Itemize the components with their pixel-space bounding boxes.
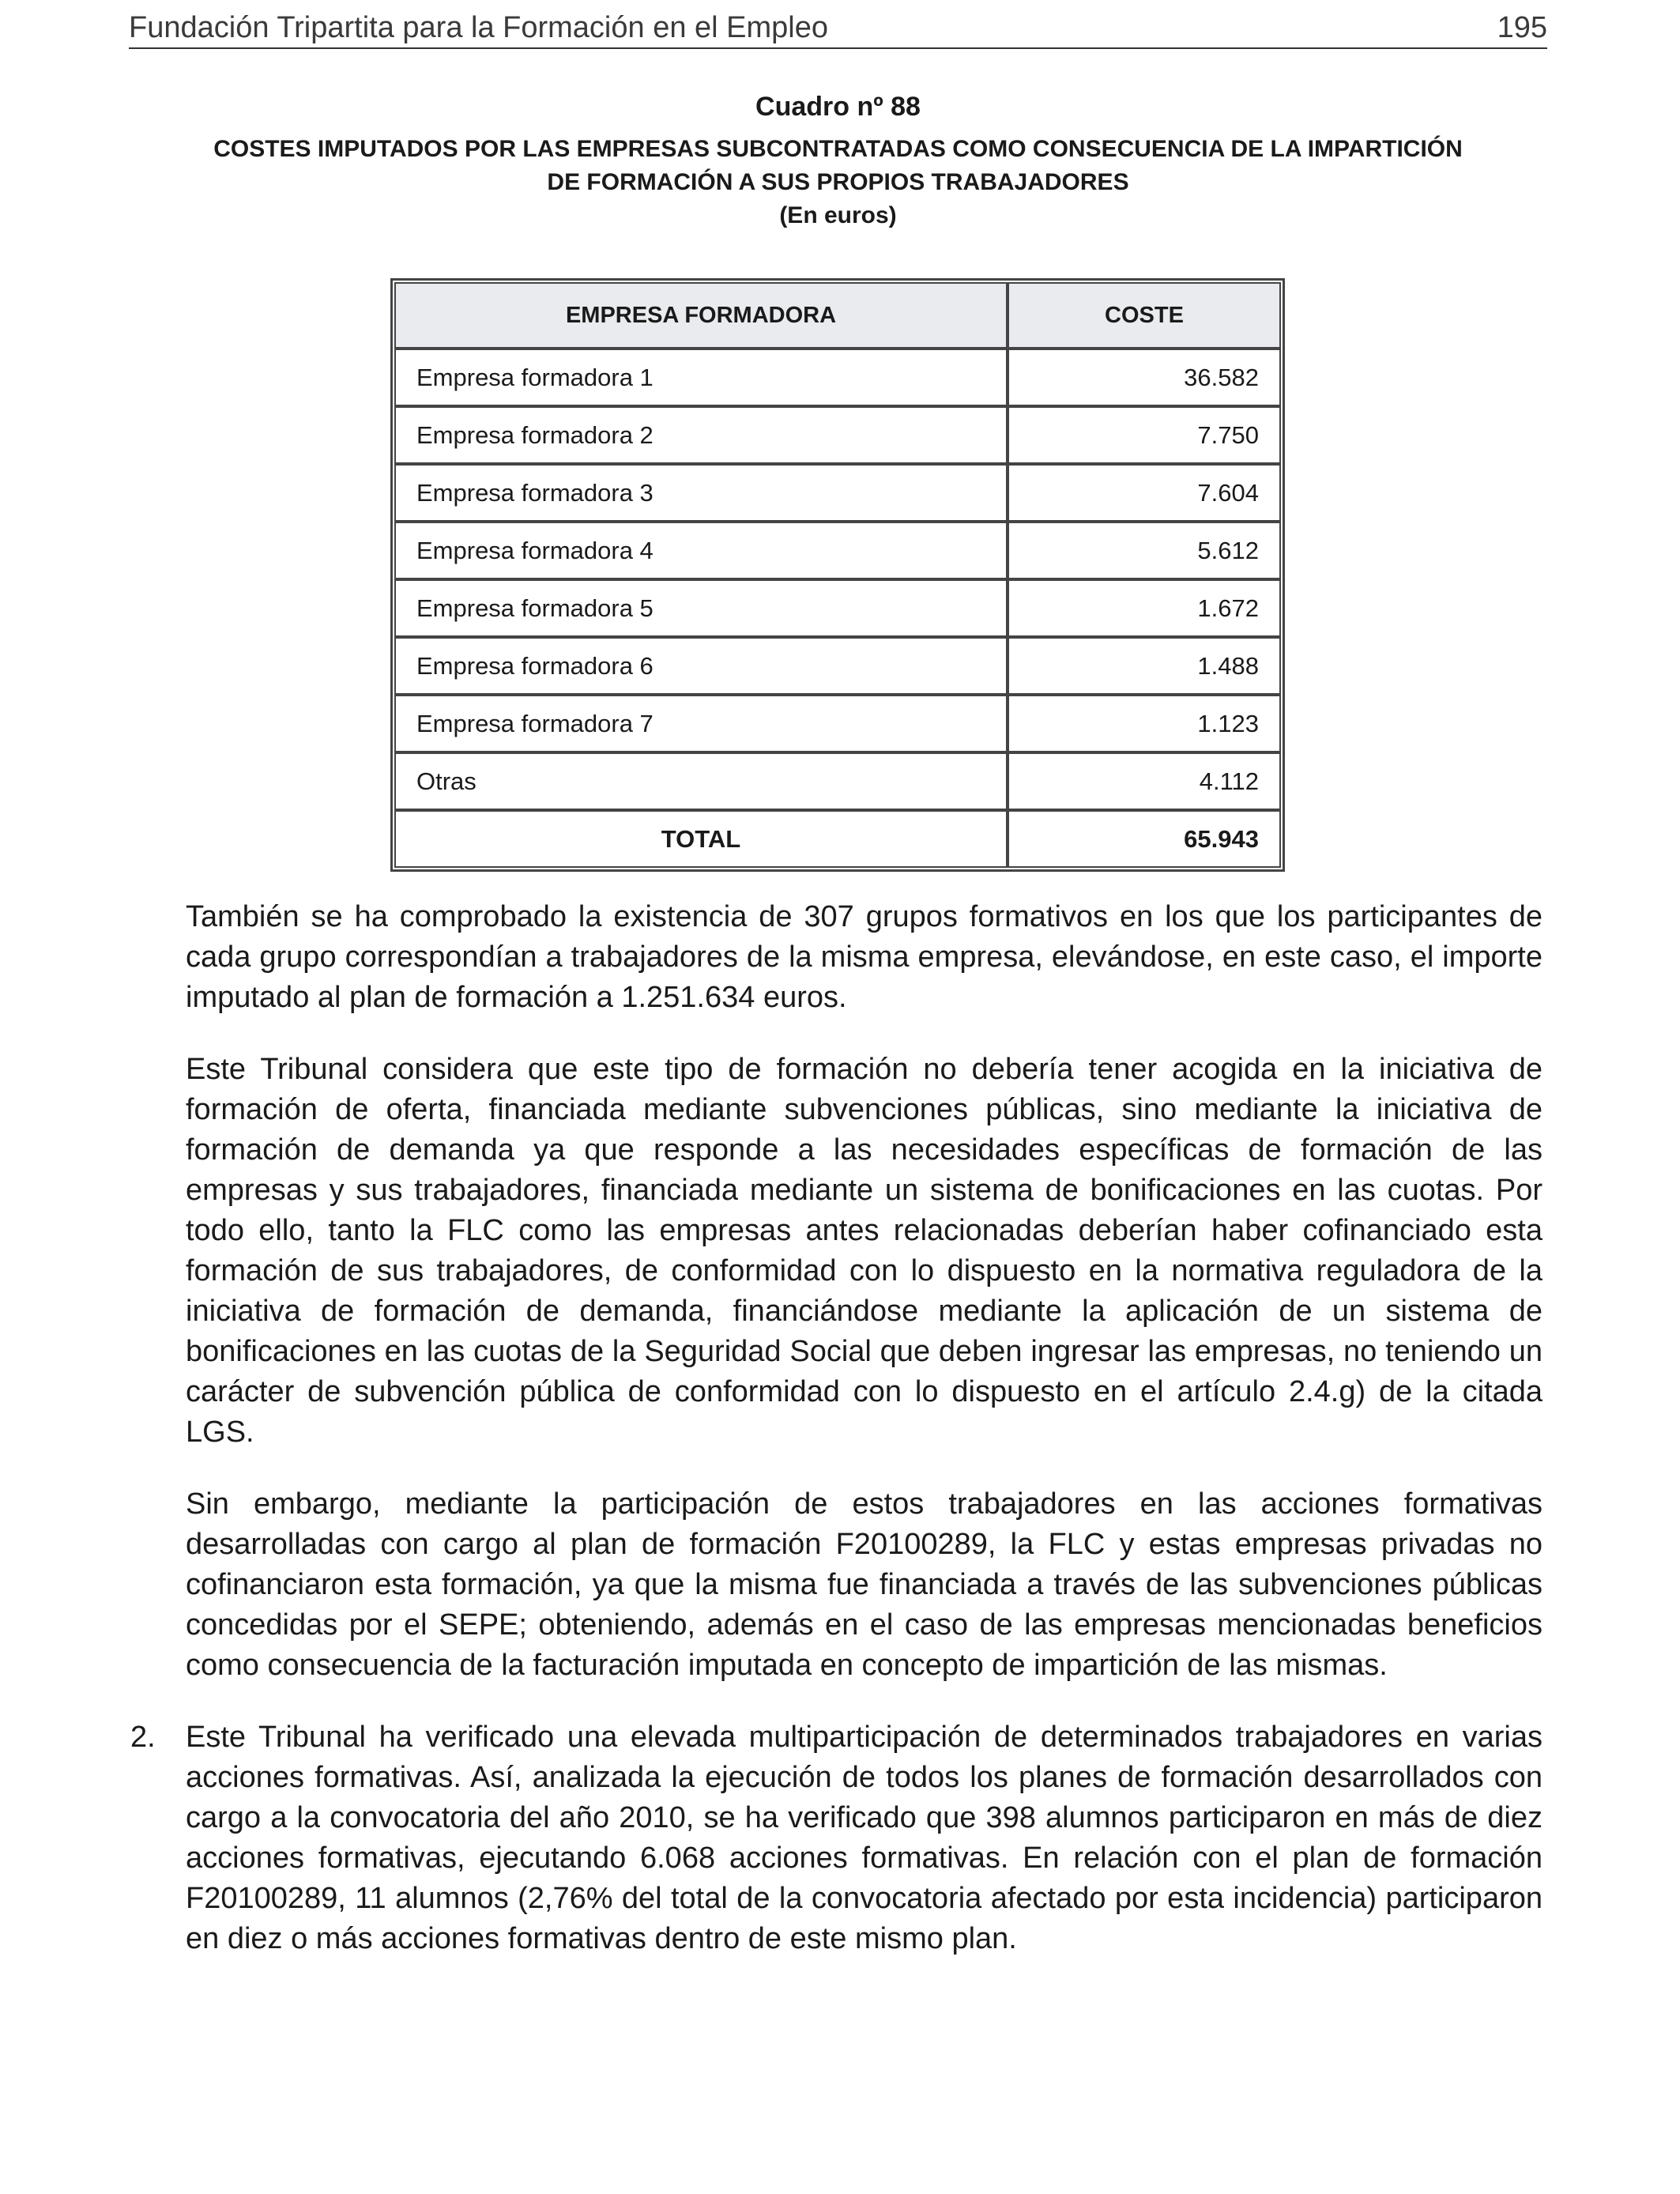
row-value: 1.488 [1008,637,1281,695]
row-name: Empresa formadora 6 [394,637,1008,695]
table-subtitle [129,133,1547,199]
row-value: 1.672 [1008,579,1281,637]
table-row [394,349,1281,406]
table-row [394,464,1281,522]
row-value: 7.750 [1008,406,1281,464]
row-name: Otras [394,752,1008,810]
table-row [394,695,1281,752]
costs-table [390,278,1285,872]
numbered-item-label: 2. [130,1721,156,1754]
row-name: Empresa formadora 3 [394,464,1008,522]
numbered-item [130,1717,1543,1959]
row-value: 4.112 [1008,752,1281,810]
paragraph: También se ha comprobado la existencia de 307 grupos formativos en los que los participantes de cada grupo correspondían a trabajadores de la misma empresa, elevándose, en este caso, el importe imputado al plan de formación a 1.251.634 euros. [186,900,1543,1014]
table-row [394,637,1281,695]
row-value: 36.582 [1008,349,1281,406]
row-name: Empresa formadora 4 [394,522,1008,579]
total-value: 65.943 [1008,810,1281,868]
row-value: 5.612 [1008,522,1281,579]
row-name: Empresa formadora 7 [394,695,1008,752]
table-subtitle-line1: COSTES IMPUTADOS POR LAS EMPRESAS SUBCONTRATADAS COMO CONSECUENCIA DE LA IMPARTICIÓN [213,136,1463,162]
page-header [129,6,1547,49]
table-row [394,522,1281,579]
row-name: Empresa formadora 1 [394,349,1008,406]
total-label: TOTAL [394,810,1008,868]
table-unit: (En euros) [779,202,897,228]
paragraph: Este Tribunal considera que este tipo de formación no debería tener acogida en la iniciativa de formación de oferta, financiada mediante subvenciones públicas, sino mediante la iniciativa de formación de demanda ya que responde a las necesidades específicas de formación de las empresas y sus trabajadores, financiada mediante un sistema de bonificaciones en las cuotas. Por todo ello, tanto la FLC como las empresas antes relacionadas deberían haber cofinanciado esta formación de sus trabajadores, de conformidad con lo dispuesto en la normativa reguladora de la iniciativa de formación de demanda, financiándose mediante la aplicación de un sistema de bonificaciones en las cuotas de la Seguridad Social que deben ingresar las empresas, no teniendo un carácter de subvención pública de conformidad con lo dispuesto en el artículo 2.4.g) de la citada LGS. [186,1053,1543,1449]
table-subtitle-line2: DE FORMACIÓN A SUS PROPIOS TRABAJADORES [547,169,1129,195]
paragraph: Sin embargo, mediante la participación de estos trabajadores en las acciones formativas desarrolladas con cargo al plan de formación F20100289, la FLC y estas empresas privadas no cofinanciaron esta formación, ya que la misma fue financiada a través de las subvenciones públicas concedidas por el SEPE; obteniendo, además en el caso de las empresas mencionadas beneficios como consecuencia de la facturación imputada en concepto de impartición de las mismas. [186,1487,1543,1682]
body-text [130,897,1543,1991]
table-row [394,406,1281,464]
table-row [394,752,1281,810]
page-number: 195 [1497,11,1547,44]
table-header-row [394,282,1281,349]
numbered-item-text: Este Tribunal ha verificado una elevada multiparticipación de determinados trabajadores en varias acciones formativas. Así, analizada la ejecución de todos los planes de formación desarrollados con cargo a la convocatoria del año 2010, se ha verificado que 398 alumnos participaron en más de diez acciones formativas, ejecutando 6.068 acciones formativas. En relación con el plan de formación F20100289, 11 alumnos (2,76% del total de la convocatoria afectado por esta incidencia) participaron en diez o más acciones formativas dentro de este mismo plan. [186,1721,1543,1955]
column-header-coste: COSTE [1008,282,1281,349]
table-row [394,579,1281,637]
table-title: Cuadro nº 88 [755,92,921,122]
row-name: Empresa formadora 5 [394,579,1008,637]
row-name: Empresa formadora 2 [394,406,1008,464]
column-header-empresa: EMPRESA FORMADORA [394,282,1008,349]
table-total-row [394,810,1281,868]
table-caption [129,87,1547,232]
row-value: 1.123 [1008,695,1281,752]
row-value: 7.604 [1008,464,1281,522]
header-organization: Fundación Tripartita para la Formación en el Empleo [129,11,829,44]
